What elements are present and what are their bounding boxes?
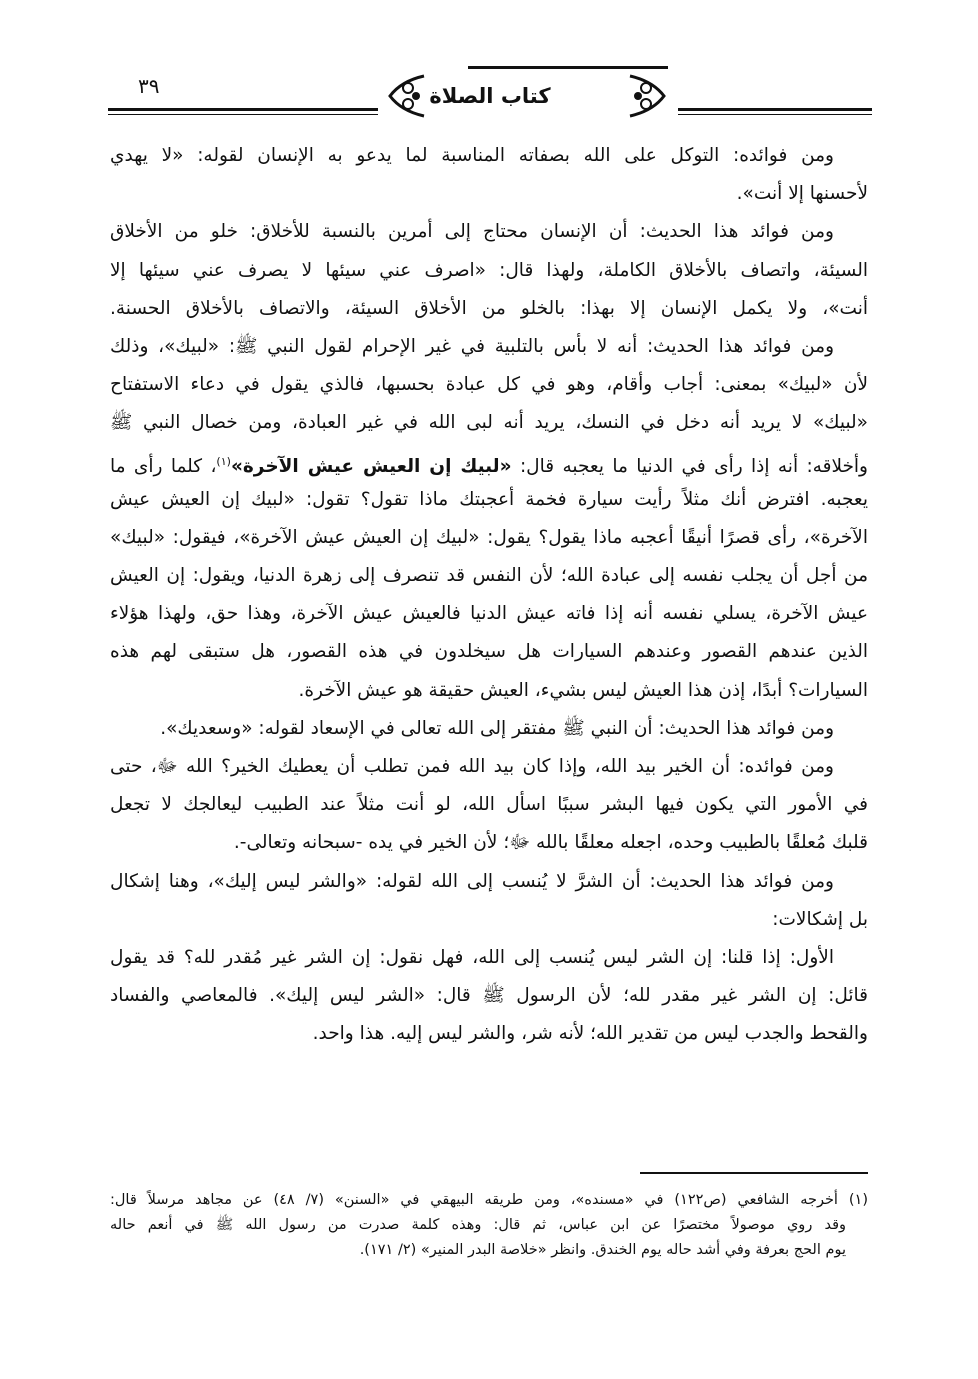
text-line: يعجبه. افترض أنك مثلاً رأيت سيارة فخمة أعجبتك ماذا تقول؟ تقول: «لبيك إن العيش عيش — [110, 488, 868, 510]
footnotes — [110, 1188, 868, 1263]
text-line: الذين عندهم القصور وعندهم السيارات هل سيخلدون في هذه القصور، هل ستبقى لهم هذه — [110, 641, 868, 663]
hadith-quote: «لبيك إن العيش عيش الآخرة» — [230, 455, 512, 477]
text-line: «لبيك» لا يريد أنه دخل في النسك، يريد أنه لبى الله في غير العبادة، ومن خصال النبي ﷺ — [110, 412, 868, 434]
main-text — [110, 137, 868, 1054]
text-line: بل إشكالات: — [772, 908, 868, 930]
footnote-ref[interactable]: (١) — [216, 454, 231, 468]
text-line: ومن فوائد هذا الحديث: أن الإنسان محتاج إلى أمرين بالنسبة للأخلاق: خلو من الأخلاق — [110, 221, 834, 243]
text-line: السيارات؟ أبدًا، إذن هذا العيش ليس بشيء، العيش حقيقة هو عيش الآخرة. — [298, 679, 868, 701]
footnote-line: يوم الحج بعرفة وفي أشد حاله يوم الخندق. وانظر «خلاصة البدر المنير» (٢/ ١٧١). — [359, 1242, 846, 1258]
text-segment: وأخلاقه: أنه إذا رأى في الدنيا ما يعجبه قال: — [511, 455, 868, 477]
text-line: الآخرة»، رأى قصرًا أنيقًا أعجبه ماذا يقول؟ يقول: «لبيك إن العيش عيش الآخرة»، فيقول: «لبيك» — [110, 526, 868, 548]
text-line-hadith — [110, 443, 868, 481]
text-line: ومن فوائده: التوكل على الله بصفاته المناسبة لما يدعو به الإنسان لقوله: «لا يهدي — [110, 145, 834, 166]
running-header — [108, 74, 872, 118]
chapter-title: كتاب الصلاة — [429, 84, 551, 108]
header-rule-left — [108, 108, 378, 111]
text-line: الأول: إذا قلنا: إن الشر ليس يُنسب إلى الله، فهل نقول: إن الشر غير مُقدر لله؟ قد يقول — [110, 946, 834, 968]
text-segment: ، كلما رأى ما — [110, 455, 217, 477]
text-line: في الأمور التي يكون فيها البشر سببًا اسأل الله، لو أنت مثلاً عند الطبيب ليعالجك لا تجعل — [110, 794, 868, 816]
footnote-line: (١) أخرجه الشافعي (ص١٢٢) في «مسنده»، ومن طريقه البيهقي في «السنن» (٧/ ٤٨) عن مجاهد مرسلاً قال: — [110, 1192, 868, 1208]
text-line: ومن فوائده: أن الخير بيد الله، وإذا كان بيد الله فمن تطلب أن يعطيك الخير؟ الله ﷻ، حتى — [110, 756, 834, 777]
footnote-line: وقد روي موصولاً مختصرًا عن ابن عباس، ثم قال: وهذه كلمة صدرت من رسول الله ﷺ في أنعم حاله — [110, 1217, 846, 1233]
text-line: والقحط والجدب ليس من تقدير الله؛ لأنه شر، والشر ليس إليه. هذا واحد. — [312, 1023, 868, 1045]
text-line: عيش الآخرة، يسلي نفسه أنه إذا فاته عيش الدنيا فالعيش عيش الآخرة، وهذا حق، ولهذا هؤلاء — [110, 603, 868, 625]
text-line: ومن فوائد هذا الحديث: أن الشرَّ لا يُنسب إلى الله لقوله: «والشر ليس إليك»، وهنا إشكال — [110, 870, 834, 892]
text-line: قائل: إن الشر غير مقدر لله؛ لأن الرسول ﷺ قال: «الشر ليس إليك». فالمعاصي والفساد — [110, 985, 868, 1007]
header-rule-right-thin — [678, 114, 872, 115]
text-line: ومن فوائد هذا الحديث: أنه لا بأس بالتلبية في غير الإحرام لقول النبي ﷺ: «لبيك»، وذلك — [110, 335, 834, 357]
text-line: السيئة، واتصاف بالأخلاق الكاملة، ولهذا قال: «اصرف عني سيئها لا يصرف عني سيئها إلا — [110, 259, 868, 281]
text-line: لأن «لبيك» بمعنى: أجاب وأقام، وهو في كل عبادة بحسبها، فالذي يقول في دعاء الاستفتاح — [110, 374, 868, 396]
header-rule-left-thin — [108, 114, 378, 115]
text-line: ومن فوائد هذا الحديث: أن النبي ﷺ مفتقر إلى الله تعالى في الإسعاد لقوله: «وسعديك». — [160, 717, 834, 739]
text-line: قلبك مُعلقًا بالطبيب وحده، اجعله معلقًا بالله ﷻ؛ لأن الخير في يده -سبحانه وتعالى-. — [233, 832, 868, 854]
page-number: ٣٩ — [138, 74, 160, 98]
text-line: من أجل أن يجلب نفسه إلى عبادة الله؛ لأن النفس قد تنصرف إلى زهرة الدنيا، ويقول: إن العيش — [110, 565, 868, 587]
text-line: أنت»، ولا يكمل الإنسان إلا بهذا: بالخلو من الأخلاق السيئة، والاتصاف بالأخلاق الحسنة. — [110, 297, 868, 319]
header-rule-right — [678, 108, 872, 111]
footnote-separator — [640, 1172, 868, 1174]
text-line: لأحسنها إلا أنت». — [736, 183, 868, 205]
header-rule-top — [468, 66, 668, 69]
